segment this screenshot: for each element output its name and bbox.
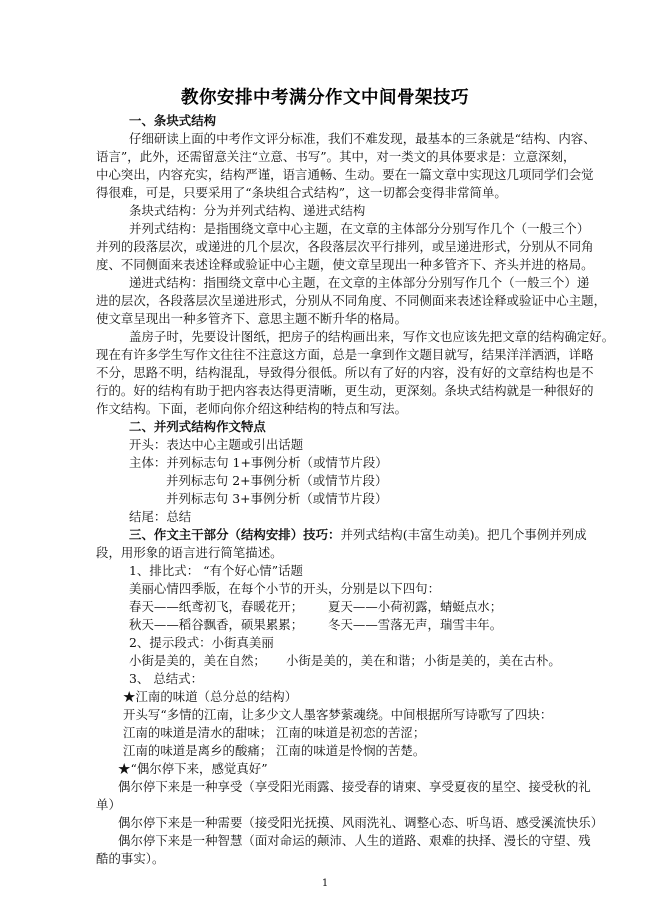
- paragraph-line: 使文章呈现出一种多管齐下、意思主题不断升华的格局。: [96, 311, 408, 326]
- paragraph-line: 不分，思路不明，结构混乱，导致得分很低。所以有了好的内容，没有好的文章结构也是不: [96, 365, 594, 380]
- heading-1: 一、条块式结构: [129, 113, 217, 128]
- paragraph-line: 得很难，可是，只要采用了“条块组合式结构”，这一切都会变得非常简单。: [96, 185, 507, 200]
- paragraph-line: 作文结构。下面，老师向你介绍这种结构的特点和写法。: [96, 401, 408, 416]
- heading-3: 三、作文主干部分（结构安排）技巧：: [129, 527, 341, 542]
- paragraph-line: 酷的事实）。: [96, 851, 165, 866]
- example-line: 江南的味道是初恋的苦涩；: [276, 725, 426, 740]
- example-line: 秋天——稻谷飘香，硕果累累；: [129, 617, 304, 632]
- paragraph-line: 行的。好的结构有助于把内容表达得更清晰，更生动，更深刻。条块式结构就是一种很好的: [96, 383, 594, 398]
- structure-line: 并列标志句 2+事例分析（或情节片段）: [166, 473, 388, 488]
- example-heading: 1、排比式： “有个好心情”话题: [129, 563, 303, 578]
- structure-line: 结尾：总结: [129, 509, 192, 524]
- example-line: 江南的味道是离乡的酸痛；: [123, 743, 273, 758]
- paragraph-line: 偶尔停下来是一种需要（接受阳光抚摸、风雨洗礼、调整心态、听鸟语、感受溪流快乐）: [118, 815, 604, 830]
- example-line: 春天——纸鸢初飞，春暖花开；: [129, 599, 304, 614]
- example-subheading: ★江南的味道（总分总的结构）: [123, 689, 298, 704]
- example-line: 夏天——小荷初露，蜻蜓点水；: [328, 599, 503, 614]
- paragraph-line: 进的层次，各段落层次呈递进形式，分别从不同角度、不同侧面来表述诠释或验证中心主题，: [96, 293, 607, 308]
- paragraph-line: 开头写“多情的江南，让多少文人墨客梦萦魂绕。中间根据所写诗歌写了四块：: [123, 707, 553, 722]
- structure-line: 并列标志句 3+事例分析（或情节片段）: [166, 491, 388, 506]
- paragraph-line: 段，用形象的语言进行简笔描述。: [96, 545, 283, 560]
- example-line: 小街是美的，美在和谐；: [286, 653, 423, 668]
- paragraph-line: 盖房子时，先要设计图纸，把房子的结构画出来，写作文也应该先把文章的结构确定好。: [129, 329, 615, 344]
- paragraph-line: 现在有许多学生写作文往往不注意这方面，总是一拿到作文题目就写，结果洋洋洒洒，详略: [96, 347, 594, 362]
- paragraph-line: 偶尔停下来是一种智慧（面对命运的颠沛、人生的道路、艰难的抉择、漫长的守望、残: [118, 833, 591, 848]
- example-line: 冬天——雪落无声，瑞雪丰年。: [328, 617, 503, 632]
- structure-line: 开头：表达中心主题或引出话题: [129, 437, 304, 452]
- heading-2: 二、并列式结构作文特点: [129, 419, 266, 434]
- structure-line: 主体：并列标志句 1+事例分析（或情节片段）: [129, 455, 388, 470]
- paragraph-line: 仔细研读上面的中考作文评分标准，我们不难发现，最基本的三条就是“结构、内容、: [129, 131, 596, 146]
- paragraph-line: 中心突出，内容充实，结构严谨，语言通畅、生动。要在一篇文章中实现这几项同学们会觉: [96, 167, 594, 182]
- paragraph-line: 并列式结构：是指围绕文章中心主题，在文章的主体部分分别写作几个（一般三个）: [129, 221, 590, 236]
- heading-3-line: [129, 525, 587, 545]
- paragraph-line: 偶尔停下来是一种享受（享受阳光雨露、接受春的请柬、享受夏夜的星空、接受秋的礼: [118, 779, 591, 794]
- example-heading: 3、 总结式：: [129, 671, 204, 686]
- paragraph-line: 递进式结构：指围绕文章中心主题，在文章的主体部分分别写作几个（一般三个）递: [129, 275, 590, 290]
- paragraph-line: 度、不同侧面来表述诠释或验证中心主题，使文章呈现出一种多管齐下、齐头并进的格局。: [96, 257, 594, 272]
- paragraph-line: 单）: [96, 797, 121, 812]
- page-number: 1: [321, 878, 329, 889]
- document-title: 教你安排中考满分作文中间骨架技巧: [181, 88, 469, 108]
- paragraph-line: 并列的段落层次，或递进的几个层次，各段落层次平行排列，或呈递进形式，分别从不同角: [96, 239, 594, 254]
- example-line: 江南的味道是清水的甜味；: [123, 725, 273, 740]
- example-heading: 2、提示段式：小街真美丽: [129, 635, 274, 650]
- paragraph-line: 条块式结构：分为并列式结构、递进式结构: [129, 203, 366, 218]
- paragraph-line: 美丽心情四季版，在每个小节的开头，分别是以下四句：: [129, 581, 441, 596]
- example-line: 小街是美的，美在古朴。: [424, 653, 561, 668]
- example-line: 江南的味道是怜悯的苦楚。: [276, 743, 426, 758]
- heading-3-rest: 并列式结构(丰富生动美)。把几个事例并列成: [340, 527, 587, 542]
- example-subheading: ★“偶尔停下来，感觉真好”: [118, 761, 268, 776]
- paragraph-line: 语言”，此外，还需留意关注“立意、书写”。其中，对一类文的具体要求是：立意深刻，: [96, 149, 576, 164]
- example-line: 小街是美的，美在自然；: [129, 653, 266, 668]
